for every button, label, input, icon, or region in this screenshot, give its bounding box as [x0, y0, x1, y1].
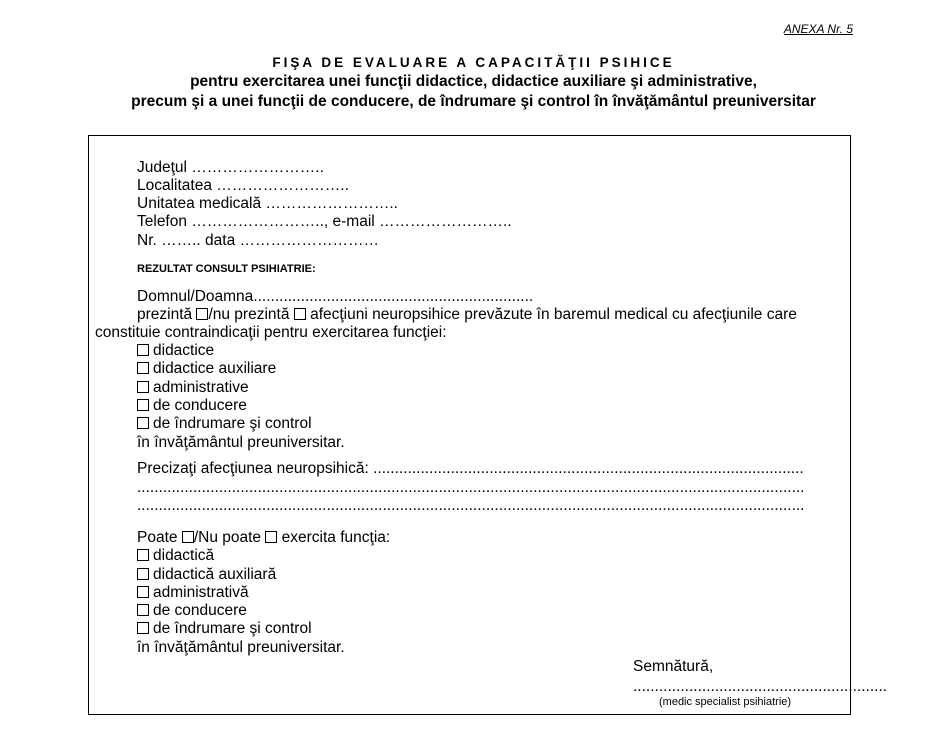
option-label: didactică auxiliară — [153, 566, 277, 583]
list1-item[interactable] — [137, 360, 276, 378]
checkbox[interactable] — [137, 344, 149, 356]
checkbox[interactable] — [137, 362, 149, 374]
option-label: de îndrumare şi control — [153, 415, 312, 432]
field-judet[interactable]: Judeţul …………………….. — [137, 159, 324, 176]
list2-item[interactable] — [137, 566, 276, 584]
field-precizati[interactable]: Precizaţi afecţiunea neuropsihică: .................................................................................................... — [137, 460, 804, 477]
document-title: FIŞA DE EVALUARE A CAPACITĂŢII PSIHICE — [272, 55, 675, 70]
list1-item[interactable] — [137, 397, 247, 415]
checkbox-nu-poate[interactable] — [265, 531, 277, 543]
field-nr-data[interactable]: Nr. …….. data ……………………… — [137, 232, 380, 249]
option-label: didactice auxiliare — [153, 360, 277, 377]
field-dots-1[interactable]: ........................................................................................................................................................... — [137, 479, 805, 496]
prezinta-line — [137, 306, 797, 324]
option-label: administrativă — [153, 584, 249, 601]
list2-item[interactable] — [137, 602, 247, 620]
checkbox[interactable] — [137, 381, 149, 393]
list1-item[interactable] — [137, 379, 249, 397]
nu-prezinta-label: /nu prezintă — [208, 306, 294, 323]
signature-label: Semnătură, — [633, 658, 714, 675]
annex-number: ANEXA Nr. 5 — [783, 22, 853, 36]
prezinta-label: prezintă — [137, 306, 197, 323]
section-title: REZULTAT CONSULT PSIHIATRIE: — [137, 263, 316, 275]
nu-poate-label: /Nu poate — [193, 529, 266, 546]
signature-caption: (medic specialist psihiatrie) — [659, 696, 792, 708]
field-unitate[interactable]: Unitatea medicală …………………….. — [137, 195, 398, 212]
checkbox-prezinta[interactable] — [196, 308, 208, 320]
list1-item[interactable] — [137, 415, 312, 433]
list2-item[interactable] — [137, 547, 214, 565]
poate-line — [137, 529, 390, 547]
signature-field[interactable]: ........................................................... — [633, 678, 888, 695]
checkbox[interactable] — [137, 399, 149, 411]
poate-label: Poate — [137, 529, 182, 546]
checkbox-nu-prezinta[interactable] — [294, 308, 306, 320]
in-invatamant-2: în învăţământul preuniversitar. — [137, 639, 345, 656]
option-label: didactice — [153, 342, 215, 359]
list2-item[interactable] — [137, 620, 312, 638]
document-subtitle-1: pentru exercitarea unei funcţii didactice, didactice auxiliare şi administrative, — [190, 73, 757, 90]
constituie-text: constituie contraindicaţii pentru exercitarea funcţiei: — [95, 324, 447, 341]
option-label: didactică — [153, 547, 215, 564]
document-subtitle-2: precum şi a unei funcţii de conducere, de îndrumare şi control în învăţământul preuniversitar — [131, 93, 816, 110]
checkbox[interactable] — [137, 549, 149, 561]
field-localitate[interactable]: Localitatea …………………….. — [137, 177, 349, 194]
option-label: administrative — [153, 379, 249, 396]
list1-item[interactable] — [137, 342, 214, 360]
checkbox[interactable] — [137, 604, 149, 616]
checkbox[interactable] — [137, 568, 149, 580]
in-invatamant-1: în învăţământul preuniversitar. — [137, 434, 345, 451]
field-domnul[interactable]: Domnul/Doamna................................................................. — [137, 288, 534, 305]
checkbox[interactable] — [137, 622, 149, 634]
option-label: de conducere — [153, 602, 247, 619]
list2-item[interactable] — [137, 584, 249, 602]
prezinta-text: afecţiuni neuropsihice prevăzute în baremul medical cu afecţiunile care — [305, 306, 797, 323]
checkbox-poate[interactable] — [182, 531, 194, 543]
field-telefon-email[interactable]: Telefon …………………….., e-mail …………………….. — [137, 213, 512, 230]
option-label: de îndrumare şi control — [153, 620, 312, 637]
field-dots-2[interactable]: ........................................................................................................................................................... — [137, 497, 805, 514]
checkbox[interactable] — [137, 586, 149, 598]
option-label: de conducere — [153, 397, 247, 414]
poate-text: exercita funcţia: — [277, 529, 391, 546]
checkbox[interactable] — [137, 417, 149, 429]
